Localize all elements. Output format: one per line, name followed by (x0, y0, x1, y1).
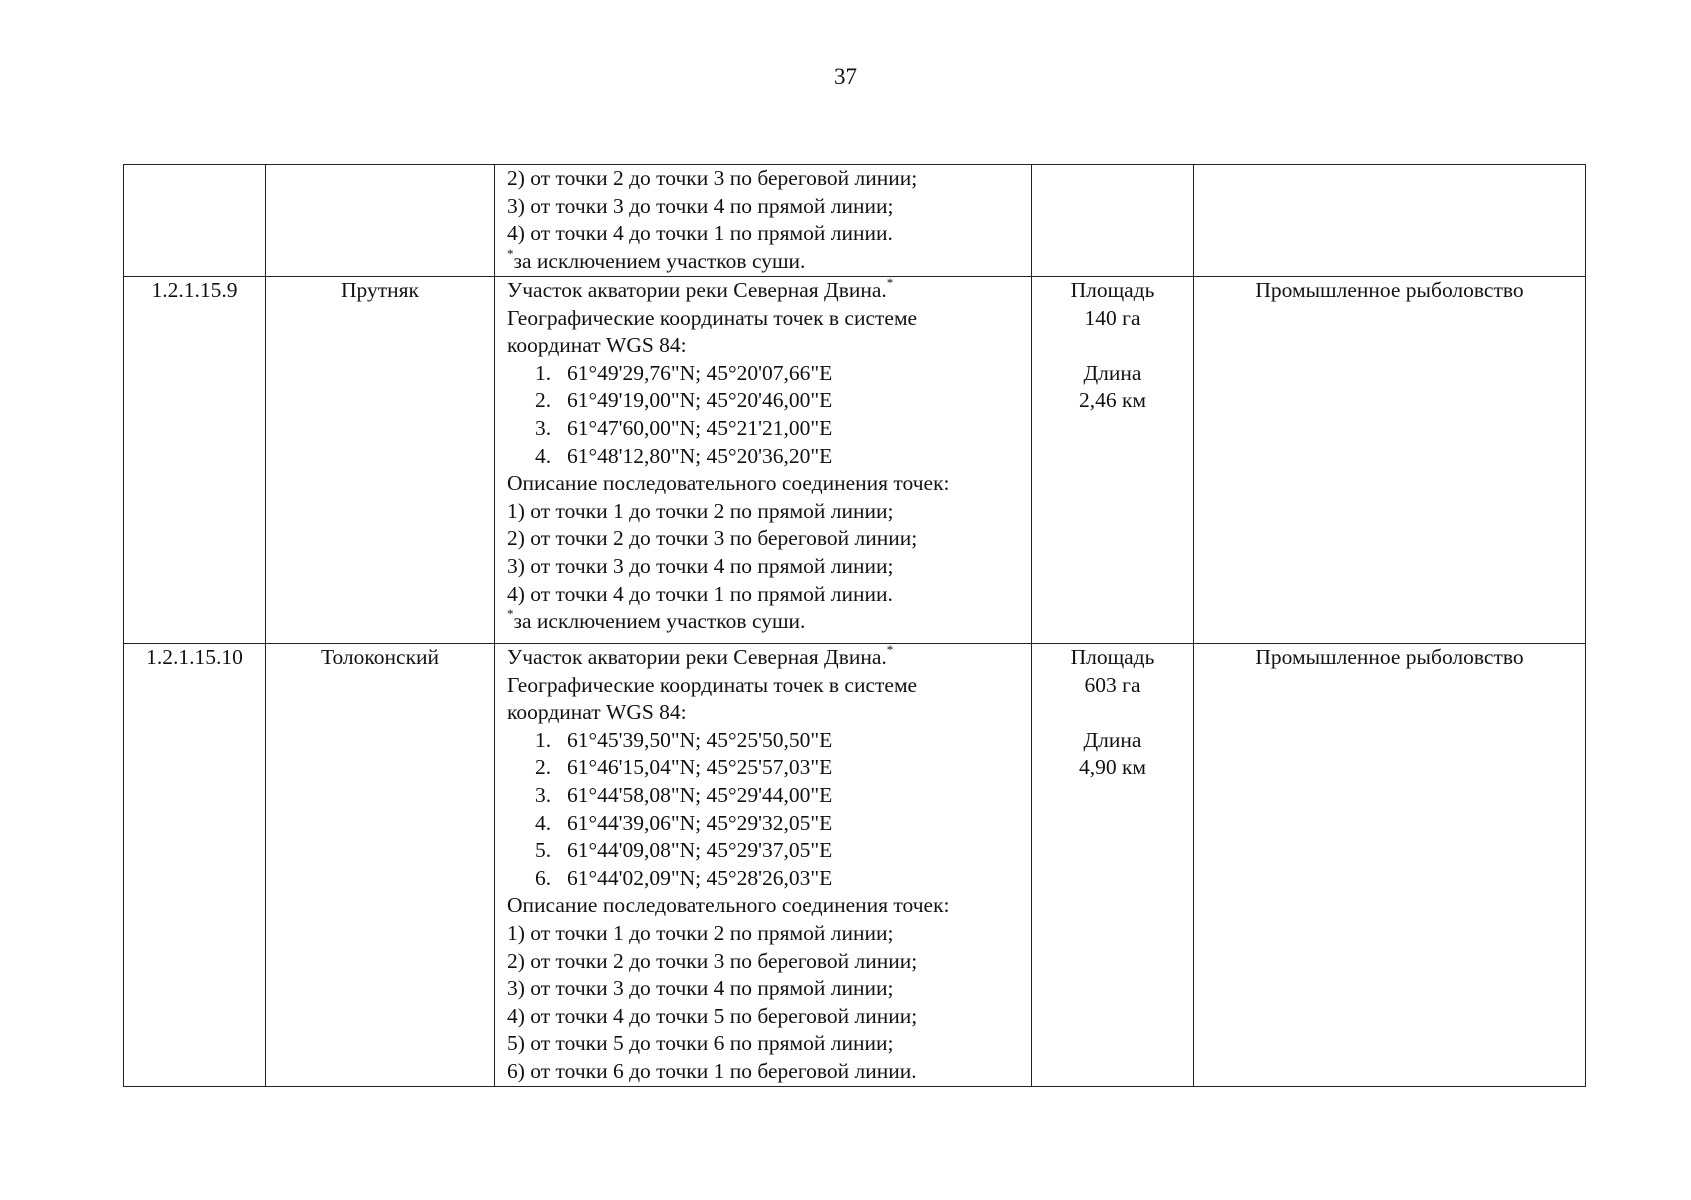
coordinate-item: 3. 61°47'60,00"N; 45°21'21,00"E (535, 415, 833, 440)
description-title: Описание последовательного соединения точек: (507, 471, 950, 496)
coordinate-item: 2. 61°46'15,04"N; 45°25'57,03"E (535, 755, 833, 780)
table-row (124, 644, 1586, 1087)
area-line: Участок акватории реки Северная Двина.* (507, 275, 894, 302)
connection-line: 4) от точки 4 до точки 1 по прямой линии. (507, 581, 893, 606)
coordinate-item: 6. 61°44'02,09"N; 45°28'26,03"E (535, 865, 833, 890)
length-value: 4,90 км (1078, 755, 1147, 780)
coordinate-item: 4. 61°48'12,80"N; 45°20'36,20"E (535, 443, 833, 468)
area-line: Участок акватории реки Северная Двина.* (507, 642, 894, 669)
coordinate-item: 4. 61°44'39,06"N; 45°29'32,05"E (535, 810, 833, 835)
coord-intro: координат WGS 84: (507, 333, 687, 358)
connection-line: 5) от точки 5 до точки 6 по прямой линии; (507, 1031, 894, 1056)
site-description (495, 277, 1032, 644)
connection-line: 4) от точки 4 до точки 5 по береговой линии; (507, 1003, 918, 1028)
coord-intro: Географические координаты точек в системе (507, 672, 918, 697)
measure-cell (1032, 644, 1194, 1087)
row-number: 1.2.1.15.10 (124, 644, 266, 1087)
coordinate-item: 2. 61°49'19,00"N; 45°20'46,00"E (535, 388, 833, 413)
page-number: 37 (834, 64, 857, 89)
area-label: Площадь (1070, 278, 1155, 302)
length-value: 2,46 км (1078, 388, 1147, 413)
site-description (495, 644, 1032, 1087)
row-number (124, 165, 266, 277)
length-label: Длина (1083, 360, 1142, 385)
site-name: Прутняк (266, 277, 495, 644)
coordinate-item: 3. 61°44'58,08"N; 45°29'44,00"E (535, 782, 833, 807)
site-name (266, 165, 495, 277)
coord-intro: Географические координаты точек в системе (507, 305, 918, 330)
connection-line: 3) от точки 3 до точки 4 по прямой линии; (507, 976, 894, 1001)
coord-intro: координат WGS 84: (507, 700, 687, 725)
fishing-areas-table (123, 164, 1586, 1087)
use-cell (1194, 165, 1586, 277)
row-number: 1.2.1.15.9 (124, 277, 266, 644)
use-cell: Промышленное рыболовство (1194, 277, 1586, 644)
area-value: 140 га (1084, 305, 1141, 330)
connection-line: 1) от точки 1 до точки 2 по прямой линии; (507, 920, 894, 945)
connection-line: 4) от точки 4 до точки 1 по прямой линии. (507, 221, 893, 246)
connection-line: 6) от точки 6 до точки 1 по береговой линии. (507, 1058, 917, 1083)
footnote: *за исключением участков суши. (507, 245, 806, 273)
connection-line: 3) от точки 3 до точки 4 по прямой линии; (507, 553, 894, 578)
site-description (495, 165, 1032, 277)
measure-cell (1032, 165, 1194, 277)
footnote: *за исключением участков суши. (507, 606, 806, 634)
coordinate-item: 1. 61°49'29,76"N; 45°20'07,66"E (535, 360, 833, 385)
site-name: Толоконский (266, 644, 495, 1087)
connection-line: 2) от точки 2 до точки 3 по береговой линии; (507, 948, 918, 973)
coordinate-item: 1. 61°45'39,50"N; 45°25'50,50"E (535, 727, 833, 752)
connection-line: 2) от точки 2 до точки 3 по береговой линии; (507, 166, 918, 190)
connection-line: 3) от точки 3 до точки 4 по прямой линии; (507, 193, 894, 218)
table-row (124, 277, 1586, 644)
coordinate-item: 5. 61°44'09,08"N; 45°29'37,05"E (535, 838, 833, 863)
length-label: Длина (1083, 727, 1142, 752)
connection-line: 1) от точки 1 до точки 2 по прямой линии; (507, 498, 894, 523)
connection-line: 2) от точки 2 до точки 3 по береговой линии; (507, 526, 918, 551)
table-row (124, 165, 1586, 277)
area-value: 603 га (1084, 672, 1141, 697)
measure-cell (1032, 277, 1194, 644)
description-title: Описание последовательного соединения точек: (507, 893, 950, 918)
area-label: Площадь (1070, 645, 1155, 669)
use-cell: Промышленное рыболовство (1194, 644, 1586, 1087)
